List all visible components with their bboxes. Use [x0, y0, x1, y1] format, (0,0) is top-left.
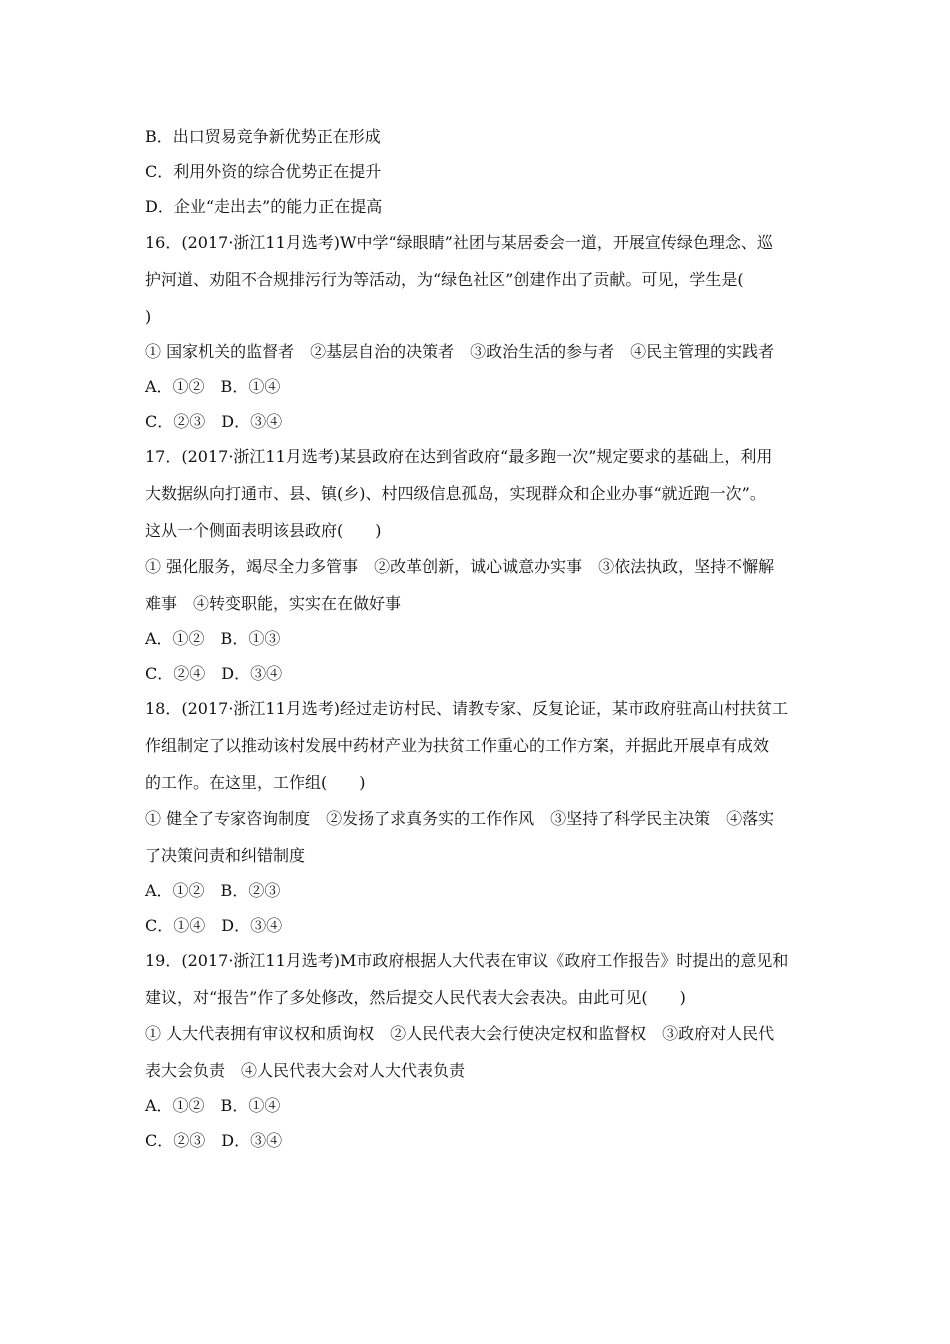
q17-stem-line1: 17．(2017·浙江11月选考)某县政府在达到省政府“最多跑一次”规定要求的基础上，利用 — [145, 447, 773, 466]
q19-statements-line2: 表大会负责 ④人民代表大会对人大代表负责 — [145, 1061, 466, 1080]
q17-stem-line3: 这从一个侧面表明该县政府( ) — [145, 521, 382, 540]
q17-statements-line1: ① 强化服务，竭尽全力多管事 ②改革创新，诚心诚意办实事 ③依法执政，坚持不懈解 — [145, 557, 775, 576]
q19-statements-line1: ① 人大代表拥有审议权和质询权 ②人民代表大会行使决定权和监督权 ③政府对人民代 — [145, 1024, 775, 1043]
q18-stem-line3: 的工作。在这里，工作组( ) — [145, 773, 366, 792]
q16-stem-line3: ) — [145, 307, 152, 326]
q17-choices-cd: C．②④ D．③④ — [145, 664, 283, 683]
q19-stem-line2: 建议，对“报告”作了多处修改，然后提交人民代表大会表决。由此可见( ) — [145, 988, 686, 1007]
q18-choices-ab: A．①② B．②③ — [145, 881, 281, 900]
q18-stem-line2: 作组制定了以推动该村发展中药材产业为扶贫工作重心的工作方案，并据此开展卓有成效 — [145, 736, 770, 755]
q15-option-d: D．企业“走出去”的能力正在提高 — [145, 197, 383, 216]
q16-choices-cd: C．②③ D．③④ — [145, 412, 283, 431]
q18-choices-cd: C．①④ D．③④ — [145, 916, 283, 935]
q18-statements-line1: ① 健全了专家咨询制度 ②发扬了求真务实的工作作风 ③坚持了科学民主决策 ④落实 — [145, 809, 775, 828]
q18-stem-line1: 18．(2017·浙江11月选考)经过走访村民、请教专家、反复论证，某市政府驻高山村扶贫工 — [145, 699, 789, 718]
q19-choices-ab: A．①② B．①④ — [145, 1096, 281, 1115]
q17-statements-line2: 难事 ④转变职能，实实在在做好事 — [145, 594, 402, 613]
q16-stem-line1: 16．(2017·浙江11月选考)W中学“绿眼睛”社团与某居委会一道，开展宣传绿色理念、巡 — [145, 233, 773, 252]
q16-stem-line2: 护河道、劝阻不合规排污行为等活动，为“绿色社区”创建作出了贡献。可见，学生是( — [145, 270, 744, 289]
q18-statements-line2: 了决策问责和纠错制度 — [145, 846, 306, 865]
q16-statements: ① 国家机关的监督者 ②基层自治的决策者 ③政治生活的参与者 ④民主管理的实践者 — [145, 342, 775, 361]
q16-choices-ab: A．①② B．①④ — [145, 377, 281, 396]
q17-choices-ab: A．①② B．①③ — [145, 629, 281, 648]
q15-option-b: B．出口贸易竞争新优势正在形成 — [145, 127, 381, 146]
q15-option-c: C．利用外资的综合优势正在提升 — [145, 162, 382, 181]
q19-choices-cd: C．②③ D．③④ — [145, 1131, 283, 1150]
q17-stem-line2: 大数据纵向打通市、县、镇(乡)、村四级信息孤岛，实现群众和企业办事“就近跑一次”。 — [145, 484, 766, 503]
q19-stem-line1: 19．(2017·浙江11月选考)M市政府根据人大代表在审议《政府工作报告》时提出的意见和 — [145, 951, 789, 970]
